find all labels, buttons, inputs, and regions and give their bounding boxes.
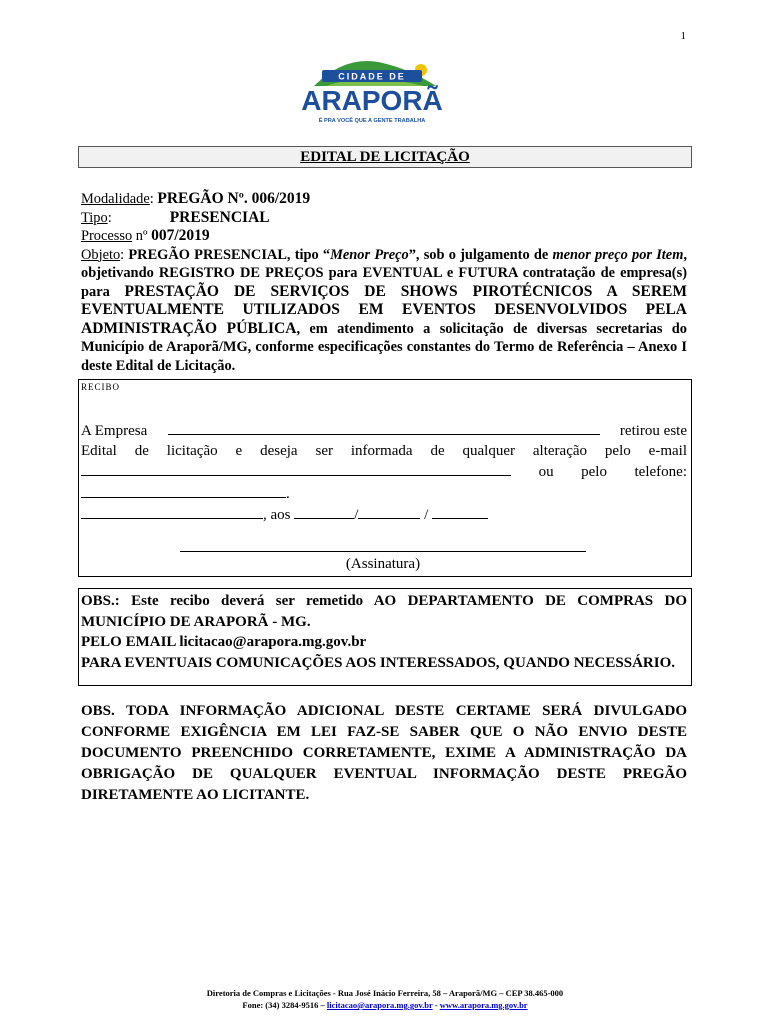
modalidade-line: Modalidade: PREGÃO Nº. 006/2019 bbox=[81, 190, 311, 207]
logo-slogan: É PRA VOCÊ QUE A GENTE TRABALHA bbox=[318, 118, 426, 124]
obs-additional: OBS. TODA INFORMAÇÃO ADICIONAL DESTE CERTAME SERÁ DIVULGADO CONFORME EXIGÊNCIA EM LEI FAZ-SE SABER QUE O NÃO ENVIO DESTE DOCUMENTO PREENCHIDO CORRETAMENTE, EXIME A ADMINISTRAÇÃO DA OBRIGAÇÃO DE QUALQUER EVENTUAL INFORMAÇÃO DESTE PREGÃO DIRETAMENTE AO LICITANTE. bbox=[81, 703, 687, 803]
mes-field[interactable] bbox=[358, 504, 420, 519]
processo-label: Processo bbox=[81, 228, 133, 244]
tipo-label: Tipo bbox=[81, 209, 108, 226]
arapora-logo bbox=[296, 52, 456, 126]
recibo-label: RECIBO bbox=[81, 382, 121, 392]
page-number: 1 bbox=[680, 30, 686, 42]
obs-box-text: OBS.: Este recibo deverá ser remetido AO DEPARTAMENTO DE COMPRAS DO MUNICÍPIO DE ARAPORÃ - MG. PELO EMAIL licitacao@arapora.mg.gov.br PARA EVENTUAIS COMUNICAÇÕES AOS INTERESSADOS, QUANDO NECESSÁRIO. bbox=[81, 593, 687, 671]
recibo-form: A Empresa retirou este Edital de licitação e deseja ser informada de qualquer alteração pelo e-mail ou pelo telefone: . , aos / / bbox=[81, 420, 687, 526]
objeto-paragraph: Objeto: PREGÃO PRESENCIAL, tipo “Menor Preço”, sob o julgamento de menor preço por Item, objetivando REGISTRO DE PREÇOS para EVENTUAL e FUTURA contratação de empresa(s) para PRESTAÇÃO DE SERVIÇOS DE SHOWS PIROTÉCNICOS A SEREM EVENTUALMENTE UTILIZADOS EM EVENTOS DESENVOLVIDOS PELA ADMINISTRAÇÃO PÚBLICA, em atendimento a solicitação de diversas secretarias do Município de Araporã/MG, conforme especificações constantes do Termo de Referência – Anexo I deste Edital de Licitação. bbox=[81, 246, 687, 374]
recibo-line-2: Edital de licitação e deseja ser informada de qualquer alteração pelo e-mail bbox=[81, 442, 687, 459]
email-field[interactable] bbox=[81, 461, 511, 476]
footer-phone: Fone: (34) 3284-9516 – bbox=[242, 1000, 327, 1010]
signature-label: (Assinatura) bbox=[345, 556, 421, 572]
modalidade-label: Modalidade bbox=[81, 191, 150, 207]
processo-line: Processo nº 007/2019 bbox=[81, 227, 210, 244]
empresa-field[interactable] bbox=[168, 420, 600, 435]
logo-name: ARAPORÃ bbox=[301, 85, 443, 116]
logo-top-text: CIDADE DE bbox=[338, 71, 406, 82]
footer-email-link[interactable]: licitacao@arapora.mg.gov.br bbox=[326, 1000, 433, 1010]
tipo-line: Tipo: PRESENCIAL bbox=[81, 208, 270, 226]
footer-site-link[interactable]: www.arapora.mg.gov.br bbox=[439, 1000, 528, 1010]
telefone-field[interactable] bbox=[81, 483, 286, 498]
document-title: EDITAL DE LICITAÇÃO bbox=[78, 146, 692, 168]
dia-field[interactable] bbox=[294, 504, 354, 519]
ano-field[interactable] bbox=[432, 504, 488, 519]
local-field[interactable] bbox=[81, 504, 263, 519]
processo-value: 007/2019 bbox=[151, 227, 210, 244]
tipo-value: PRESENCIAL bbox=[169, 208, 270, 226]
modalidade-value: PREGÃO Nº. 006/2019 bbox=[157, 190, 311, 207]
objeto-label: Objeto bbox=[81, 246, 121, 263]
signature-line[interactable] bbox=[180, 550, 586, 552]
footer: Diretoria de Compras e Licitações - Rua José Inácio Ferreira, 58 – Araporã/MG – CEP 38.465-000 Fone: (34) 3284-9516 – licitacao@arapora.mg.gov.br - www.arapora.mg.gov.br bbox=[100, 987, 670, 1011]
footer-address: Diretoria de Compras e Licitações - Rua José Inácio Ferreira, 58 – Araporã/MG – CEP 38.465-000 bbox=[206, 988, 564, 998]
